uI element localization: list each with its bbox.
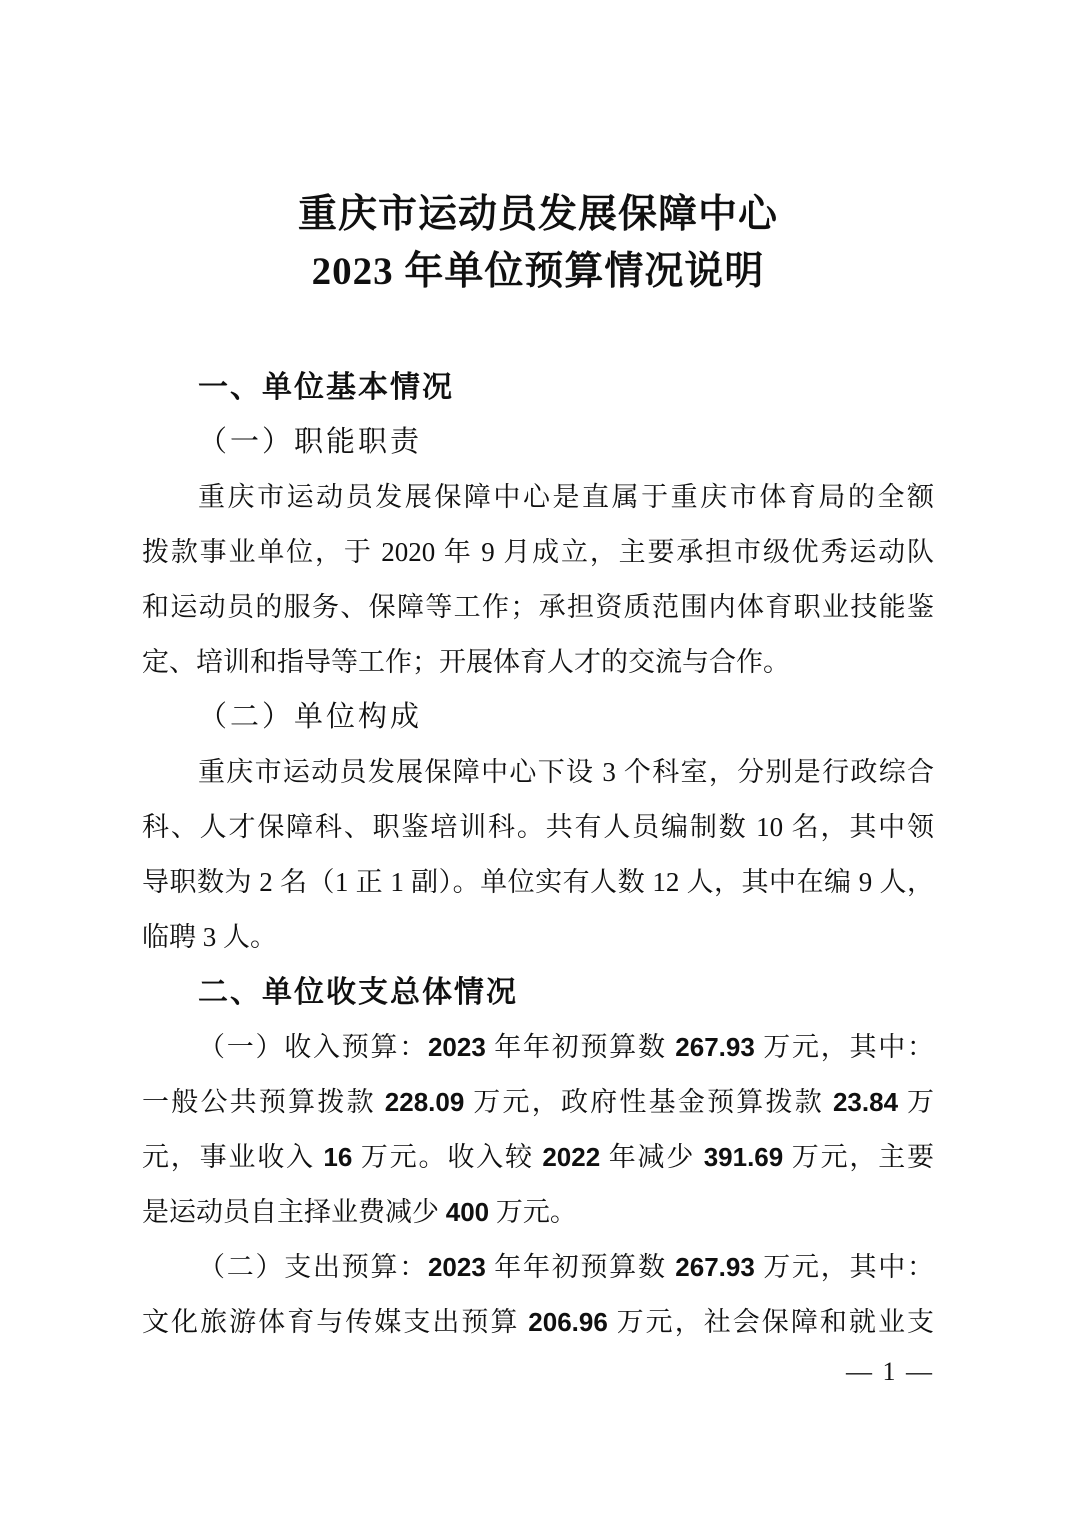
section1-heading: 一、单位基本情况: [198, 371, 454, 404]
paragraph-line: 和运动员的服务、保障等工作；承担资质范围内体育职业技能鉴: [142, 592, 934, 622]
budget-figure: 16: [323, 1142, 353, 1172]
budget-figure: 391.69: [703, 1142, 784, 1172]
paragraph-line: 科、人才保障科、职鉴培训科。共有人员编制数 10 名，其中领: [142, 812, 934, 842]
document-title-line1: 重庆市运动员发展保障中心: [297, 193, 778, 236]
paragraph-line: 一般公共预算拨款 228.09 万元，政府性基金预算拨款 23.84 万: [142, 1087, 934, 1117]
paragraph-line: 导职数为 2 名（1 正 1 副）。单位实有人数 12 人，其中在编 9 人，: [142, 867, 934, 897]
budget-figure: 400: [445, 1197, 490, 1227]
paragraph-line: 拨款事业单位，于 2020 年 9 月成立，主要承担市级优秀运动队: [142, 537, 934, 567]
budget-figure: 267.93: [675, 1032, 755, 1062]
paragraph-line: 重庆市运动员发展保障中心下设 3 个科室，分别是行政综合: [198, 757, 934, 787]
budget-figure: 206.96: [528, 1307, 608, 1337]
page-number: — 1 —: [846, 1357, 934, 1386]
document-title-line2: 2023 年单位预算情况说明: [311, 250, 765, 293]
budget-figure: 2023: [427, 1032, 486, 1062]
budget-figure: 2023: [427, 1252, 486, 1282]
paragraph-line: （二）支出预算：2023 年年初预算数 267.93 万元，其中：: [198, 1252, 934, 1282]
paragraph-line: 文化旅游体育与传媒支出预算 206.96 万元，社会保障和就业支: [142, 1307, 934, 1337]
section1-subheading-1: （一）职能职责: [198, 426, 423, 458]
section1-subheading-2: （二）单位构成: [198, 701, 423, 733]
paragraph-line: 临聘 3 人。: [142, 922, 277, 952]
paragraph-line: 是运动员自主择业费减少 400 万元。: [142, 1197, 577, 1227]
budget-figure: 23.84: [832, 1087, 899, 1117]
paragraph-line: （一）收入预算：2023 年年初预算数 267.93 万元，其中：: [198, 1032, 934, 1062]
budget-figure: 267.93: [675, 1252, 755, 1282]
paragraph-line: 定、培训和指导等工作；开展体育人才的交流与合作。: [142, 647, 790, 677]
document-body: [142, 360, 934, 1350]
budget-figure: 228.09: [384, 1087, 465, 1117]
budget-figure: 2022: [542, 1142, 601, 1172]
section2-heading: 二、单位收支总体情况: [198, 976, 518, 1009]
paragraph-line: 元，事业收入 16 万元。收入较 2022 年减少 391.69 万元，主要: [142, 1142, 934, 1172]
paragraph-line: 重庆市运动员发展保障中心是直属于重庆市体育局的全额: [198, 482, 934, 512]
